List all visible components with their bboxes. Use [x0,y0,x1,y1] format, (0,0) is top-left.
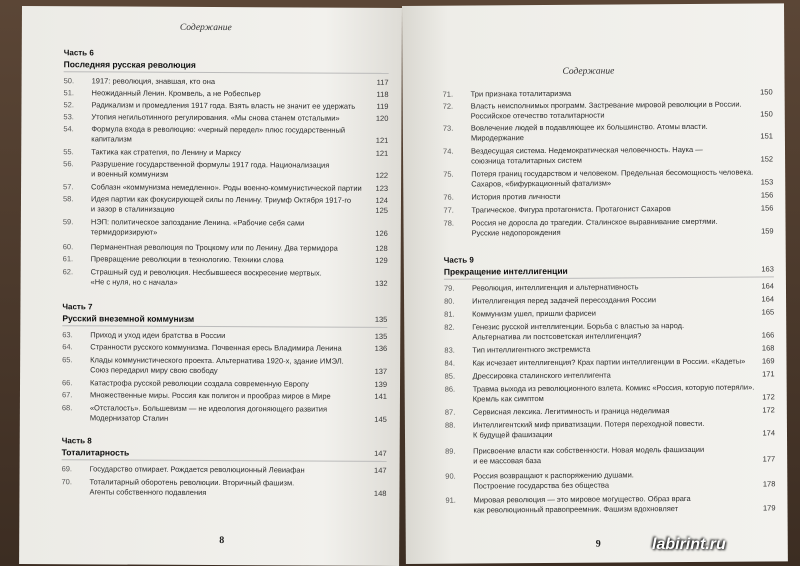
toc-entry: 82. Генезис русской интеллигенции. Борьба с властью за народ. [444,321,685,332]
toc-entry: 63. Приход и уход идеи братства в России 135 [62,330,388,341]
toc-entry: 90. Россия возвращают к распоряжению душами. [445,470,634,481]
part-heading: Русский внеземной коммунизм 135 [62,313,388,324]
toc-entry: 64. Странности русского коммунизма. Почвенная ересь Владимира Ленина 136 [62,342,388,353]
toc-entry: 76. История против личности 156 [443,190,774,202]
toc-entry: 57. Соблазн «коммунизма немедленно». Роды военно-коммунистической партии 123 [63,182,389,193]
toc-entry: 74. Вездесущая система. Недемократическая человечность. Наука — [442,144,703,156]
page-number: 8 [219,535,225,547]
toc-entry: 71. Три признака тоталитаризма 150 [442,87,773,99]
toc-entry-continuation: К будущей фашизации 174 [472,428,776,440]
toc-entry: 87. Сервисная лексика. Легитимность и граница неделимая 172 [444,405,775,417]
toc-entry: 86. Травма выхода из революционного взлета. Комикс «Россия, которую потеряли». [444,382,755,394]
toc-entry-continuation: Модернизатор Сталин 145 [89,413,387,424]
toc-entry: 83. Тип интеллигентного экстремиста 168 [444,343,775,355]
toc-entry: 51. Неожиданный Ленин. Кромвель, а не Робеспьер 118 [63,88,389,99]
toc-entry-continuation: и зазор в сталинизацию 125 [90,204,388,215]
toc-entry: 77. Трагическое. Фигура протагониста. Протагонист Сахаров 156 [443,203,774,215]
part-label: Часть 8 [61,436,92,446]
running-head: Содержание [562,66,615,77]
divider [444,276,774,279]
toc-entry: 84. Как исчезает интеллигенция? Крах партии интеллигенции в России. «Кадеты» 169 [444,356,775,368]
toc-entry: 79. Революция, интеллигенция и альтернативность 164 [443,281,774,293]
toc-entry-continuation: Российское отечество тоталитарности 150 [470,109,773,121]
toc-entry: 61. Превращение революции в технологию. Техники слова 129 [62,254,388,265]
watermark: labirint.ru [652,536,726,553]
toc-entry-continuation: Миродержание 151 [470,131,773,143]
toc-entry: 67. Множественные миры. Россия как полигон и прообраз миров в Мире 141 [61,390,387,401]
toc-entry: 66. Катастрофа русской революции создала современную Европу 139 [62,378,388,389]
toc-entry-continuation: Агенты собственного подавления 148 [89,487,387,498]
toc-entry-continuation: и военный коммунизм 122 [91,169,389,180]
toc-entry-continuation: как революционный правопреемник. Фашизм вдохновляет 179 [473,503,776,515]
toc-entry-continuation: и ее массовая база 177 [473,454,776,466]
toc-entry: 80. Интеллигенция перед задачей пересоздания России 164 [444,294,775,306]
toc-entry: 88. Интеллигентский миф приватизации. Потеря переходной повести. [444,418,705,430]
toc-entry: 70. Тоталитарный оборотень революции. Вторичный фашизм. [61,477,295,488]
toc-entry-continuation: термидоризируют» 126 [90,227,388,238]
toc-entry: 54. Формула входа в революцию: «черный передел» плюс государственный [63,124,346,135]
toc-entry: 75. Потеря границ государством и человеком. Предельная бесомощность человека. [443,167,754,179]
part-heading: Тоталитарность 147 [61,447,387,458]
toc-entry: 81. Коммунизм ушел, пришли фарисеи 165 [444,307,775,319]
page-number: 9 [595,538,601,550]
toc-entry-continuation: Альтернатива ли постсоветская интеллигенция? 166 [472,330,775,342]
right-page [402,3,788,564]
toc-entry: 60. Перманентная революция по Троцкому или по Ленину. Два термидора 128 [62,242,388,253]
toc-entry: 56. Разрушение государственной формулы 1917 года. Национализация [63,159,330,170]
toc-entry-continuation: «Не с нуля, но с начала» 132 [90,277,388,288]
toc-entry: 72. Власть неисполнимых программ. Застревание мировой революции в России. [442,99,742,111]
toc-entry: 91. Мировая революция — это мировое могущество. Образ врага [445,493,691,505]
toc-entry-continuation: Русские недопорождения 159 [471,226,774,238]
running-head: Содержание [179,22,232,34]
toc-entry: 53. Утопия негильотинного регулирования. «Мы снова станем отсталыми» 120 [63,112,389,123]
toc-entry-continuation: Построение государства без общества 178 [473,479,776,491]
toc-entry: 52. Радикализм и промедления 1917 года. Взять власть не значит ее удержать 119 [63,100,389,111]
toc-entry-continuation: капитализм 121 [91,134,389,145]
toc-entry: 58. Идея партии как фокусирующей силы по Ленину. Триумф Октября 1917-го 124 [62,194,389,205]
part-label: Часть 9 [443,255,474,265]
toc-entry: 50. 1917: революция, знавшая, кто она 117 [63,76,389,87]
toc-entry: 73. Вовлечение людей в подавляющее их большинство. Атомы власти. [442,121,708,133]
toc-entry: 62. Страшный суд и революция. Несбывшееся воскресение мертвых. [62,267,322,278]
part-label: Часть 6 [63,48,94,58]
divider [62,325,387,328]
divider [62,459,387,462]
toc-entry: 55. Тактика как стратегия, по Ленину и Марксу 121 [63,147,389,158]
toc-entry: 89. Присвоение власти как собственности. Новая модель фашизации [445,444,705,456]
toc-entry-continuation: союзница тоталитарных систем 152 [471,154,774,166]
toc-entry: 59. НЭП: политическое запоздание Ленина. «Рабочие себя сами [62,217,305,228]
part-title: Последняя русская революция [63,59,196,70]
left-page [19,6,402,566]
toc-entry-continuation: Сахаров, «бифуркационный фатализм» 153 [471,177,774,189]
part-heading: Прекращение интеллигенции 163 [443,264,774,277]
toc-entry-continuation: Кремль как симптом 172 [472,392,775,404]
toc-entry: 78. Россия не доросла до трагедии. Сталинское выравнивание смертями. [443,216,718,228]
toc-entry: 69. Государство отмирает. Рождается революционный Левиафан 147 [61,464,387,475]
toc-entry: 85. Дрессировка сталинского интеллигента 171 [444,369,775,381]
divider [64,71,389,74]
toc-entry-continuation: Союз передарил миру свою свободу 137 [90,365,388,376]
part-label: Часть 7 [62,302,93,312]
toc-entry: 65. Клады коммунистического проекта. Альтернатива 1920-х, здание ИМЭЛ. [62,355,344,366]
toc-entry: 68. «Отсталость». Большевизм — не идеология догоняющего развития [61,403,328,414]
